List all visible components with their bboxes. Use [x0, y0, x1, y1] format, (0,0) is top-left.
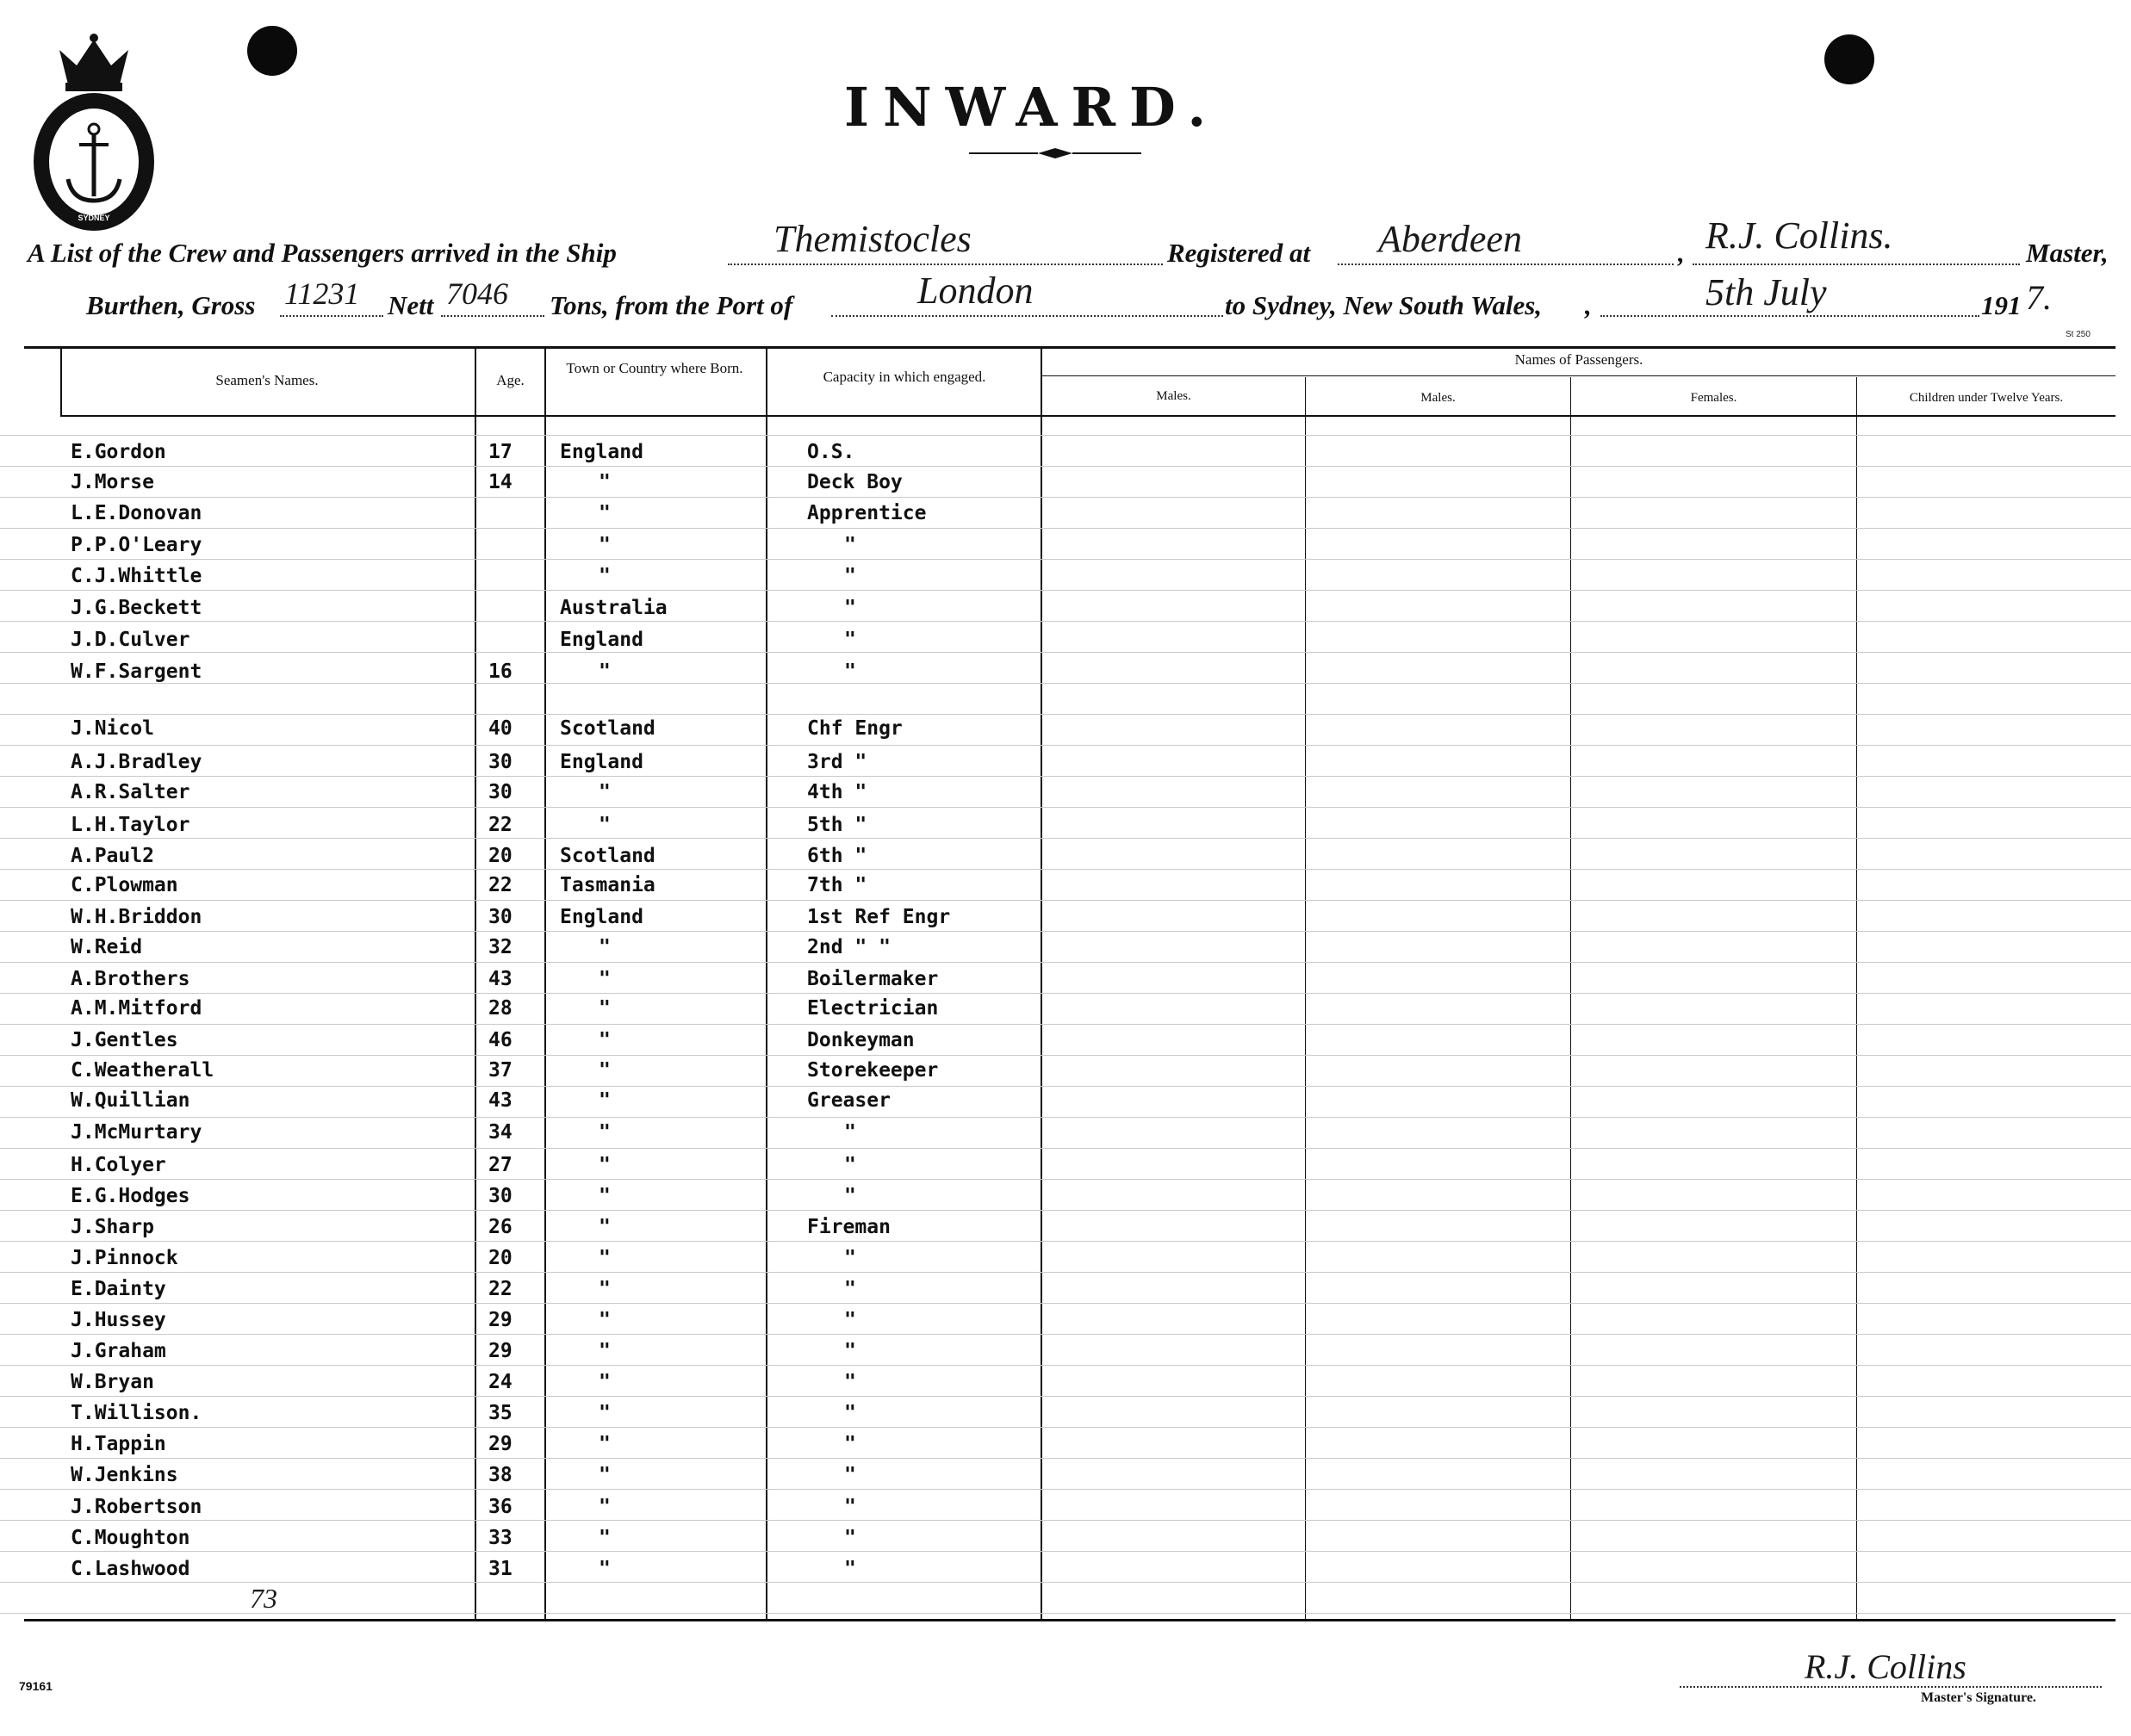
- crew-age: 38: [488, 1464, 513, 1486]
- crew-age: 36: [488, 1496, 513, 1518]
- ruled-line: [0, 1582, 2131, 1583]
- from-port-fill: [831, 315, 1223, 317]
- crew-birthplace: England: [560, 751, 643, 773]
- comma-1: ,: [1678, 238, 1685, 268]
- ruled-line: [0, 962, 2131, 963]
- crew-birthplace: ": [599, 1340, 611, 1362]
- header-line2-text-b: Nett: [388, 290, 434, 320]
- crew-capacity: ": [844, 660, 856, 683]
- crew-birthplace: Tasmania: [560, 874, 655, 896]
- crew-birthplace: Scotland: [560, 717, 655, 740]
- col-header-males-1: Males.: [1156, 389, 1191, 403]
- crew-birthplace: ": [599, 1402, 611, 1424]
- crew-capacity: 3rd ": [807, 751, 867, 773]
- ruled-line: [0, 590, 2131, 591]
- crew-capacity: ": [844, 1496, 856, 1518]
- col-line-females: [1570, 377, 1571, 1619]
- ship-name: Themistocles: [773, 218, 972, 260]
- crew-age: 28: [488, 997, 513, 1020]
- crew-name: H.Tappin: [71, 1433, 166, 1455]
- crew-capacity: ": [844, 1558, 856, 1580]
- passenger-header-rule: [1042, 375, 2115, 376]
- crew-birthplace: ": [599, 1121, 611, 1144]
- crew-birthplace: ": [599, 968, 611, 990]
- crew-name: J.Hussey: [71, 1309, 166, 1331]
- crew-name: C.Lashwood: [71, 1558, 190, 1580]
- crew-birthplace: ": [599, 1029, 611, 1051]
- year-prefix: 191: [1981, 290, 2022, 320]
- col-line-age: [475, 348, 476, 1619]
- crew-name: J.Pinnock: [71, 1247, 178, 1269]
- crew-count-note: 73: [250, 1583, 277, 1614]
- crew-name: C.J.Whittle: [71, 565, 202, 587]
- gross-tonnage: 11231: [284, 276, 360, 311]
- header-line2-text-d: to Sydney, New South Wales,: [1225, 290, 1543, 320]
- crew-age: 31: [488, 1558, 513, 1580]
- col-header-capacity: Capacity in which engaged.: [823, 369, 986, 385]
- col-header-passengers: Names of Passengers.: [1514, 351, 1643, 368]
- ruled-line: [0, 1055, 2131, 1056]
- gross-fill: [280, 315, 383, 317]
- crew-age: 26: [488, 1216, 513, 1238]
- ruled-line: [0, 466, 2131, 467]
- crew-capacity: ": [844, 1402, 856, 1424]
- crew-capacity: ": [844, 1371, 856, 1393]
- crew-capacity: ": [844, 597, 856, 619]
- crew-capacity: O.S.: [807, 441, 855, 463]
- col-header-born: Town or Country where Born.: [566, 360, 743, 376]
- ruled-line: [0, 1396, 2131, 1397]
- crew-capacity: 2nd " ": [807, 936, 891, 958]
- ruled-line: [0, 993, 2131, 994]
- crew-age: 16: [488, 660, 513, 683]
- crew-capacity: 5th ": [807, 814, 867, 836]
- crew-age: 27: [488, 1154, 513, 1176]
- ruled-line: [0, 1086, 2131, 1087]
- ruled-line: [0, 1210, 2131, 1211]
- ruled-line: [0, 838, 2131, 839]
- crew-name: A.Paul2: [71, 845, 154, 867]
- crew-age: 14: [488, 471, 513, 493]
- crew-age: 35: [488, 1402, 513, 1424]
- shipping-master-seal: [29, 33, 158, 235]
- crew-birthplace: ": [599, 1527, 611, 1549]
- crew-name: E.Gordon: [71, 441, 166, 463]
- crew-name: E.Dainty: [71, 1278, 166, 1300]
- crew-age: 37: [488, 1059, 513, 1082]
- crew-birthplace: ": [599, 660, 611, 683]
- header-line2-text-a: Burthen, Gross: [86, 290, 256, 320]
- ruled-line: [0, 683, 2131, 684]
- col-line-children: [1856, 377, 1857, 1619]
- col-header-age: Age.: [496, 372, 525, 388]
- form-number: 79161: [19, 1679, 53, 1693]
- crew-name: W.Quillian: [71, 1089, 190, 1112]
- year-suffix: 7.: [2026, 278, 2052, 317]
- crew-capacity: Storekeeper: [807, 1059, 939, 1082]
- ruled-line: [0, 435, 2131, 436]
- ruled-line: [0, 1458, 2131, 1459]
- crew-name: A.Brothers: [71, 968, 190, 990]
- ruled-line: [0, 714, 2131, 715]
- crew-birthplace: ": [599, 502, 611, 524]
- crew-name: A.R.Salter: [71, 781, 190, 803]
- master-name: R.J. Collins.: [1705, 214, 1893, 257]
- crew-name: J.Morse: [71, 471, 154, 493]
- col-header-males-2: Males.: [1420, 391, 1456, 405]
- port-registered: Aberdeen: [1378, 218, 1522, 260]
- ruled-line: [0, 1303, 2131, 1304]
- crew-age: 46: [488, 1029, 513, 1051]
- ruled-line: [0, 869, 2131, 870]
- crew-capacity: ": [844, 1433, 856, 1455]
- crew-capacity: Apprentice: [807, 502, 927, 524]
- crew-name: E.G.Hodges: [71, 1185, 190, 1207]
- ruled-line: [0, 1551, 2131, 1552]
- crew-age: 17: [488, 441, 513, 463]
- crew-birthplace: ": [599, 534, 611, 556]
- form-code: St 250: [2066, 330, 2091, 339]
- crew-capacity: Chf Engr: [807, 717, 903, 740]
- crew-name: J.D.Culver: [71, 629, 190, 651]
- crew-capacity: Fireman: [807, 1216, 891, 1238]
- port-registered-fill: [1338, 264, 1674, 265]
- col-line-born: [544, 348, 546, 1619]
- ruled-line: [0, 497, 2131, 498]
- crew-age: 29: [488, 1309, 513, 1331]
- crew-name: P.P.O'Leary: [71, 534, 202, 556]
- crew-name: W.Reid: [71, 936, 143, 958]
- ruled-line: [0, 528, 2131, 529]
- crew-name: A.J.Bradley: [71, 751, 202, 773]
- crew-age: 43: [488, 1089, 513, 1112]
- crew-capacity: ": [844, 1340, 856, 1362]
- crew-name: J.Sharp: [71, 1216, 154, 1238]
- crew-birthplace: ": [599, 1433, 611, 1455]
- ruled-line: [0, 900, 2131, 901]
- nett-fill: [441, 315, 544, 317]
- crew-capacity: ": [844, 1464, 856, 1486]
- ruled-line: [0, 776, 2131, 777]
- ruled-line: [0, 559, 2131, 560]
- crew-capacity: Deck Boy: [807, 471, 903, 493]
- crew-birthplace: England: [560, 906, 643, 928]
- crew-birthplace: ": [599, 814, 611, 836]
- ruled-line: [0, 931, 2131, 932]
- crew-birthplace: ": [599, 1154, 611, 1176]
- punch-hole-left: [247, 26, 297, 76]
- crew-birthplace: ": [599, 1185, 611, 1207]
- document-title: INWARD.: [844, 76, 1221, 139]
- crew-name: J.McMurtary: [71, 1121, 202, 1144]
- col-line-males2: [1305, 377, 1306, 1619]
- crew-name: C.Moughton: [71, 1527, 190, 1549]
- nett-tonnage: 7046: [446, 276, 508, 311]
- header-bottom-rule: [60, 415, 2115, 417]
- crew-birthplace: ": [599, 565, 611, 587]
- crew-name: J.Gentles: [71, 1029, 178, 1051]
- crew-birthplace: ": [599, 1216, 611, 1238]
- crew-birthplace: ": [599, 1496, 611, 1518]
- crew-capacity: 1st Ref Engr: [807, 906, 951, 928]
- crew-age: 29: [488, 1340, 513, 1362]
- col-header-names: Seamen's Names.: [215, 372, 319, 388]
- crew-birthplace: England: [560, 441, 643, 463]
- crew-birthplace: ": [599, 1558, 611, 1580]
- from-port: London: [917, 270, 1034, 312]
- crew-capacity: ": [844, 1278, 856, 1300]
- crew-name: H.Colyer: [71, 1154, 166, 1176]
- crew-birthplace: ": [599, 1089, 611, 1112]
- crew-capacity: ": [844, 1185, 856, 1207]
- title-ornament: [969, 145, 1141, 162]
- crew-capacity: ": [844, 1121, 856, 1144]
- crew-age: 30: [488, 751, 513, 773]
- crew-capacity: 6th ": [807, 845, 867, 867]
- crew-capacity: ": [844, 629, 856, 651]
- crew-age: 22: [488, 814, 513, 836]
- ruled-line: [0, 1427, 2131, 1428]
- crew-birthplace: ": [599, 1059, 611, 1082]
- crew-age: 40: [488, 717, 513, 740]
- crew-birthplace: ": [599, 1247, 611, 1269]
- comma-2: ,: [1585, 290, 1592, 320]
- crew-age: 32: [488, 936, 513, 958]
- crew-age: 33: [488, 1527, 513, 1549]
- crew-capacity: ": [844, 1309, 856, 1331]
- ruled-line: [0, 1148, 2131, 1149]
- crew-capacity: ": [844, 1154, 856, 1176]
- col-line-passengers: [1041, 348, 1042, 1619]
- crew-name: J.G.Beckett: [71, 597, 202, 619]
- crew-capacity: ": [844, 1527, 856, 1549]
- table-bottom-rule: [24, 1619, 2115, 1621]
- crew-age: 30: [488, 781, 513, 803]
- crew-birthplace: England: [560, 629, 643, 651]
- crew-age: 43: [488, 968, 513, 990]
- crew-name: L.H.Taylor: [71, 814, 190, 836]
- master-name-fill: [1693, 264, 2020, 265]
- ruled-line: [0, 1179, 2131, 1180]
- table-top-rule: [24, 346, 2115, 349]
- ruled-line: [0, 1334, 2131, 1335]
- header-line1-text-a: A List of the Crew and Passengers arrived in the Ship: [28, 238, 617, 268]
- arrival-date: 5th July: [1705, 271, 1827, 313]
- crew-age: 34: [488, 1121, 513, 1144]
- crew-age: 22: [488, 1278, 513, 1300]
- crew-capacity: 7th ": [807, 874, 867, 896]
- crew-capacity: ": [844, 1247, 856, 1269]
- crew-birthplace: ": [599, 997, 611, 1020]
- ruled-line: [0, 807, 2131, 808]
- date-fill: [1600, 315, 1979, 317]
- ruled-line: [0, 1365, 2131, 1366]
- crew-age: 22: [488, 874, 513, 896]
- crew-capacity: Greaser: [807, 1089, 891, 1112]
- crew-name: C.Plowman: [71, 874, 178, 896]
- header-line2-text-c: Tons, from the Port of: [550, 290, 793, 320]
- crew-age: 30: [488, 906, 513, 928]
- ruled-line: [0, 1024, 2131, 1025]
- crew-age: 24: [488, 1371, 513, 1393]
- crew-birthplace: ": [599, 1464, 611, 1486]
- ruled-line: [0, 1489, 2131, 1490]
- crew-name: A.M.Mitford: [71, 997, 202, 1020]
- ruled-line: [0, 652, 2131, 653]
- crew-name: L.E.Donovan: [71, 502, 202, 524]
- ruled-line: [0, 1613, 2131, 1614]
- col-line-capacity: [766, 348, 767, 1619]
- crew-name: J.Nicol: [71, 717, 154, 740]
- crew-name: T.Willison.: [71, 1402, 202, 1424]
- ruled-line: [0, 745, 2131, 746]
- crew-birthplace: ": [599, 1309, 611, 1331]
- crew-birthplace: ": [599, 1278, 611, 1300]
- ruled-line: [0, 621, 2131, 622]
- crew-capacity: 4th ": [807, 781, 867, 803]
- crew-name: W.F.Sargent: [71, 660, 202, 683]
- col-line-left: [60, 348, 62, 417]
- ruled-line: [0, 1117, 2131, 1118]
- ship-name-fill: [728, 264, 1163, 265]
- crew-age: 29: [488, 1433, 513, 1455]
- crew-name: C.Weatherall: [71, 1059, 214, 1082]
- crew-age: 20: [488, 1247, 513, 1269]
- crew-name: W.H.Briddon: [71, 906, 202, 928]
- crew-capacity: ": [844, 534, 856, 556]
- col-header-females: Females.: [1690, 391, 1737, 405]
- punch-hole-right: [1824, 34, 1874, 84]
- crew-birthplace: Australia: [560, 597, 668, 619]
- ruled-line: [0, 1520, 2131, 1521]
- crew-name: J.Graham: [71, 1340, 166, 1362]
- crew-birthplace: ": [599, 781, 611, 803]
- crew-capacity: ": [844, 565, 856, 587]
- crew-capacity: Boilermaker: [807, 968, 939, 990]
- crew-capacity: Donkeyman: [807, 1029, 915, 1051]
- crew-name: J.Robertson: [71, 1496, 202, 1518]
- crew-name: W.Jenkins: [71, 1464, 178, 1486]
- crew-name: W.Bryan: [71, 1371, 154, 1393]
- crew-capacity: Electrician: [807, 997, 939, 1020]
- crew-birthplace: Scotland: [560, 845, 655, 867]
- crew-birthplace: ": [599, 936, 611, 958]
- header-line1-text-b: Registered at: [1167, 238, 1311, 268]
- crew-birthplace: ": [599, 1371, 611, 1393]
- header-line1-text-c: Master,: [2026, 238, 2109, 268]
- ruled-line: [0, 1241, 2131, 1242]
- crew-birthplace: ": [599, 471, 611, 493]
- signature-label: Master's Signature.: [1921, 1690, 2036, 1705]
- col-header-children: Children under Twelve Years.: [1909, 391, 2064, 405]
- svg-text:SYDNEY: SYDNEY: [78, 214, 110, 222]
- master-signature: R.J. Collins: [1805, 1647, 1966, 1686]
- crew-age: 30: [488, 1185, 513, 1207]
- crew-age: 20: [488, 845, 513, 867]
- ruled-line: [0, 1272, 2131, 1273]
